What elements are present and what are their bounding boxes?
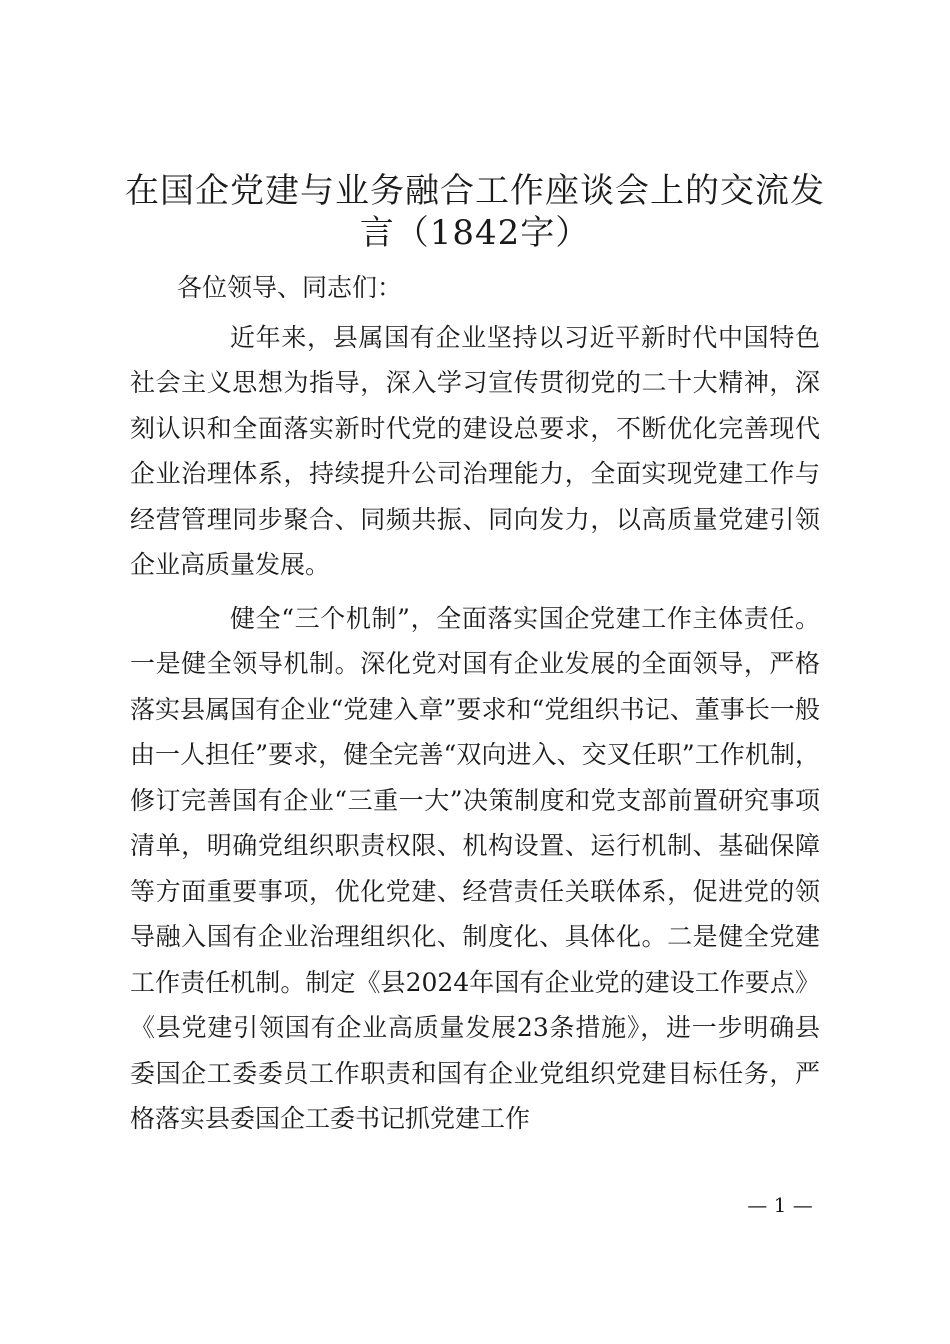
document-body: [130, 265, 820, 1142]
salutation: 各位领导、同志们：: [177, 273, 403, 302]
body-paragraph-2: 健全“三个机制”，全面落实国企党建工作主体责任。一是健全领导机制。深化党对国有企业发展的全面领导，严格落实县属国有企业“党建入章”要求和“党组织书记、董事长一般由一人担任”要求，健全完善“双向进入、交叉任职”工作机制，修订完善国有企业“三重一大”决策制度和党支部前置研究事项清单，明确党组织职责权限、机构设置、运行机制、基础保障等方面重要事项，优化党建、经营责任关联体系，促进党的领导融入国有企业治理组织化、制度化、具体化。二是健全党建工作责任机制。制定《县2024年国有企业党的建设工作要点》《县党建引领国有企业高质量发展23条措施》，进一步明确县委国企工委委员工作职责和国有企业党组织党建目标任务，严格落实县委国企工委书记抓党建工作: [130, 603, 820, 1133]
document-title: 在国企党建与业务融合工作座谈会上的交流发言（1842字）: [125, 171, 825, 253]
page-number: — 1 —: [747, 1193, 813, 1217]
body-paragraph-1: 近年来，县属国有企业坚持以习近平新时代中国特色社会主义思想为指导，深入学习宣传贯彻党的二十大精神，深刻认识和全面落实新时代党的建设总要求，不断优化完善现代企业治理体系，持续提升公司治理能力，全面实现党建工作与经营管理同步聚合、同频共振、同向发力，以高质量党建引领企业高质量发展。: [130, 322, 820, 579]
